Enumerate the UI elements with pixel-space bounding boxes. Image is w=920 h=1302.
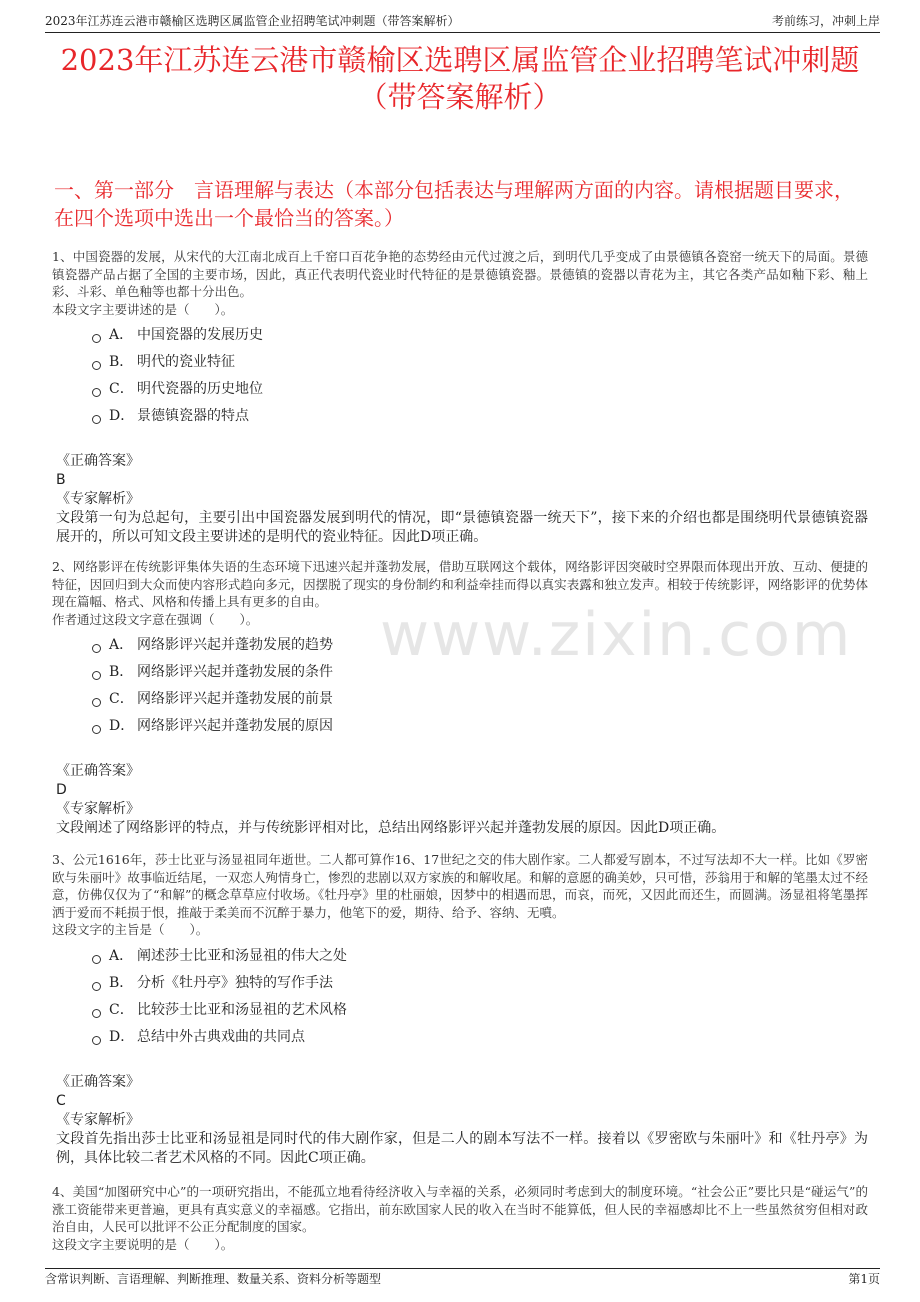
footer-note: 含常识判断、言语理解、判断推理、数量关系、资料分析等题型 xyxy=(45,1272,382,1286)
title-line-2: （带答案解析） xyxy=(358,80,562,114)
option-a[interactable]: A． 网络影评兴起并蓬勃发展的趋势 xyxy=(92,632,868,659)
analysis-text: 文段阐述了网络影评的特点，并与传统影评相对比，总结出网络影评兴起并蓬勃发展的原因。因此D项正确。 xyxy=(56,820,726,836)
watermark: www.zixin.com xyxy=(380,600,853,670)
analysis-label: 《专家解析》 xyxy=(56,801,140,817)
analysis-label: 《专家解析》 xyxy=(56,491,140,507)
question-3 xyxy=(52,851,868,1168)
radio-icon[interactable] xyxy=(92,334,101,343)
question-prompt: 本段文字主要讲述的是（ ）。 xyxy=(52,301,234,317)
option-list xyxy=(92,322,868,430)
answer-block xyxy=(52,1073,868,1168)
answer-label: 《正确答案》 xyxy=(56,453,140,469)
question-stem: 1、中国瓷器的发展，从宋代的大江南北成百上千窑口百花争艳的态势经由元代过渡之后，到明代几乎变成了由景德镇各瓷窑一统天下的局面。景德镇瓷器产品占据了全国的主要市场，因此，真正代表明代瓷业时代特征的是景德镇瓷器。景德镇的瓷器以青花为主，其它各类产品如釉下彩、釉上彩、斗彩、单色釉等也都十分出色。 xyxy=(52,249,868,299)
radio-icon[interactable] xyxy=(92,415,101,424)
question-prompt: 这段文字主要说明的是（ ）。 xyxy=(52,1236,234,1252)
question-prompt: 作者通过这段文字意在强调（ ）。 xyxy=(52,611,259,627)
answer-block xyxy=(52,762,868,838)
analysis-text: 文段第一句为总起句，主要引出中国瓷器发展到明代的情况，即“景德镇瓷器一统天下”，接下来的介绍也都是围绕明代景德镇瓷器展开的，所以可知文段主要讲述的是明代的瓷业特征。因此D项正确。 xyxy=(56,510,868,545)
section-heading: 一、第一部分 言语理解与表达（本部分包括表达与理解两方面的内容。请根据题目要求，在四个选项中选出一个最恰当的答案。） xyxy=(54,178,854,230)
answer-value: C xyxy=(56,1092,66,1109)
analysis-label: 《专家解析》 xyxy=(56,1111,140,1128)
option-a[interactable]: A． 中国瓷器的发展历史 xyxy=(92,322,868,349)
title-line-1: 2023年江苏连云港市赣榆区选聘区属监管企业招聘笔试冲刺题 xyxy=(60,43,860,77)
option-c[interactable]: C． 明代瓷器的历史地位 xyxy=(92,376,868,403)
answer-label: 《正确答案》 xyxy=(56,763,140,779)
radio-icon[interactable] xyxy=(92,1036,101,1045)
page-header xyxy=(45,12,880,33)
option-b[interactable]: B． 明代的瓷业特征 xyxy=(92,349,868,376)
option-c[interactable]: C． 比较莎士比亚和汤显祖的艺术风格 xyxy=(92,997,868,1024)
radio-icon[interactable] xyxy=(92,644,101,653)
radio-icon[interactable] xyxy=(92,698,101,707)
page-title xyxy=(40,42,880,116)
question-2 xyxy=(52,558,868,838)
option-d[interactable]: D． 网络影评兴起并蓬勃发展的原因 xyxy=(92,713,868,740)
page-footer xyxy=(45,1268,880,1289)
option-list xyxy=(92,632,868,740)
radio-icon[interactable] xyxy=(92,982,101,991)
option-b[interactable]: B． 网络影评兴起并蓬勃发展的条件 xyxy=(92,659,868,686)
radio-icon[interactable] xyxy=(92,388,101,397)
option-a[interactable]: A． 阐述莎士比亚和汤显祖的伟大之处 xyxy=(92,943,868,970)
option-d[interactable]: D． 景德镇瓷器的特点 xyxy=(92,403,868,430)
question-4 xyxy=(52,1183,868,1253)
question-stem: 3、公元1616年，莎士比亚与汤显祖同年逝世。二人都可算作16、17世纪之交的伟大剧作家。二人都爱写剧本，不过写法却不大一样。比如《罗密欧与朱丽叶》故事临近结尾，一双恋人殉情身亡，惨烈的悲剧以双方家族的和解收尾。和解的意愿的确美妙，只可惜，莎翁用于和解的笔墨太过不经意，仿佛仅仅为了“和解”的概念草草应付收场。《牡丹亭》里的杜丽娘，因梦中的相遇而思，而哀，而死，又因此而还生，而圆满。汤显祖将笔墨挥洒于爱而不耗损于恨，推敲于柔美而不沉醉于暴力，他笔下的爱，期待、给予、容纳、无噴。 xyxy=(52,852,868,920)
option-c[interactable]: C． 网络影评兴起并蓬勃发展的前景 xyxy=(92,686,868,713)
page-number: 第1页 xyxy=(848,1272,880,1286)
radio-icon[interactable] xyxy=(92,671,101,680)
answer-value: B xyxy=(56,472,66,488)
radio-icon[interactable] xyxy=(92,955,101,964)
answer-value: D xyxy=(56,782,67,798)
radio-icon[interactable] xyxy=(92,725,101,734)
answer-label: 《正确答案》 xyxy=(56,1073,140,1090)
header-doc-title: 2023年江苏连云港市赣榆区选聘区属监管企业招聘笔试冲刺题（带答案解析） xyxy=(45,14,460,28)
option-d[interactable]: D． 总结中外古典戏曲的共同点 xyxy=(92,1024,868,1051)
question-prompt: 这段文字的主旨是（ ）。 xyxy=(52,922,209,937)
question-stem: 2、网络影评在传统影评集体失语的生态环境下迅速兴起并蓬勃发展，借助互联网这个载体，网络影评因突破时空界限而体现出开放、互动、便捷的特征，因回归到大众而使内容形式趋向多元，因摆脱了现实的身份制约和利益牵挂而得以真实表露和独立发声。相较于传统影评，网络影评的优势体现在篇幅、格式、风格和传播上具有更多的自由。 xyxy=(52,559,868,609)
question-1 xyxy=(52,248,868,547)
header-slogan: 考前练习，冲刺上岸 xyxy=(771,14,880,28)
option-list xyxy=(92,943,868,1051)
option-b[interactable]: B． 分析《牡丹亭》独特的写作手法 xyxy=(92,970,868,997)
analysis-text: 文段首先指出莎士比亚和汤显祖是同时代的伟大剧作家，但是二人的剧本写法不一样。接着以《罗密欧与朱丽叶》和《牡丹亭》为例，具体比较二者艺术风格的不同。因此C项正确。 xyxy=(56,1130,868,1166)
question-stem: 4、美国“加图研究中心”的一项研究指出，不能孤立地看待经济收入与幸福的关系，必须同时考虑到大的制度环境。“社会公正”要比只是“碰运气”的涨工资能带来更普遍，更具有真实意义的幸福感。它指出，前东欧国家人民的收入在当时不能算低，但人民的幸福感却比不上一些虽然贫穷但相对政治自由，人民可以批评不公正分配制度的国家。 xyxy=(52,1184,868,1234)
answer-block xyxy=(52,452,868,547)
radio-icon[interactable] xyxy=(92,361,101,370)
radio-icon[interactable] xyxy=(92,1009,101,1018)
